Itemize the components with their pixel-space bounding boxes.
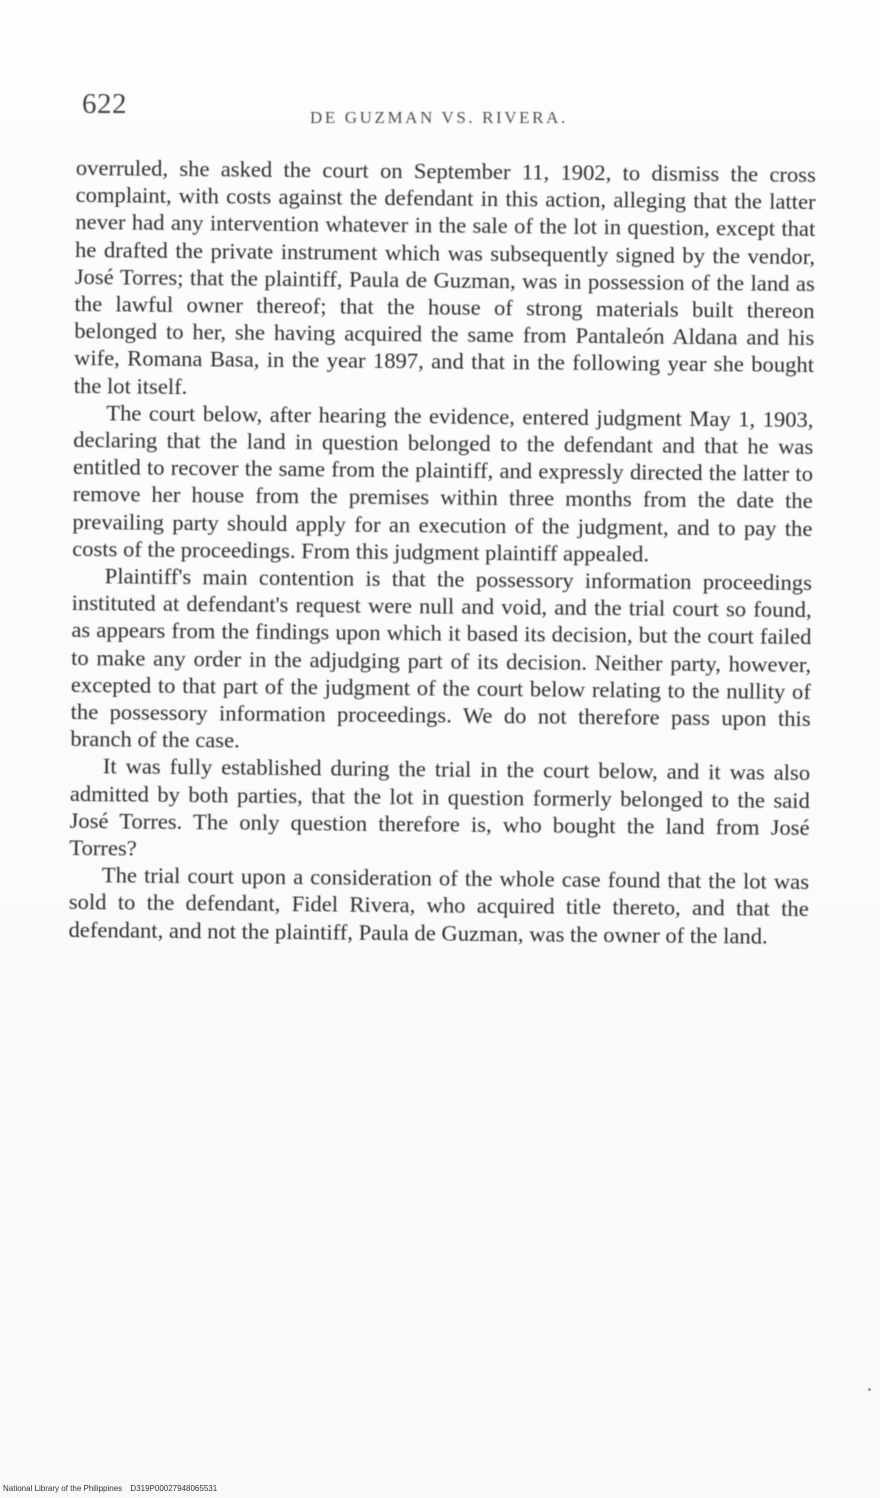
paragraph-1: overruled, she asked the court on September 11, 1902, to dismiss the cross complaint, with costs against the defendant in this action, alleging that the latter never had any intervention whatever in the sale of the lot in question, except that he drafted the private instrument which was subsequently signed by the vendor, José Torres; that the plaintiff, Paula de Guzman, was in possession of the land as the lawful owner thereof; that the house of strong materials built thereon belonged to her, she having acquired the same from Pantaleón Aldana and his wife, Romana Basa, in the year 1897, and that in the following year she bought the lot itself. <box>73 154 816 399</box>
paragraph-2: The court below, after hearing the evidence, entered judgment May 1, 1903, declaring that the land in question belonged to the defendant and that he was entitled to recover the same from the plaintiff, and expressly directed the latter to remove her house from the premises within three months from the date the prevailing party should apply for an execution of the judgment, and to pay the costs of the proceedings. From this judgment plaintiff appealed. <box>72 400 814 567</box>
paragraph-3: Plaintiff's main contention is that the possessory information proceedings instituted at defendant's request were null and void, and the trial court so found, as appears from the findings upon which it based its decision, but the court failed to make any order in the adjudging part of its decision. Neither party, however, excepted to that part of the judgment of the court below relating to the nullity of the possessory information proceedings. We do not therefore pass upon this branch of the case. <box>70 563 813 753</box>
body-text <box>68 154 816 950</box>
scan-identifier: D319P00027948065531 <box>130 1484 218 1493</box>
scan-footer <box>3 1484 217 1493</box>
paragraph-5: The trial court upon a consideration of the whole case found that the lot was sold to the defendant, Fidel Rivera, who acquired title thereto, and that the defendant, and not the plaintiff, Paula de Guzman, was the owner of the land. <box>68 862 810 949</box>
page-number: 622 <box>82 88 127 120</box>
scan-speck <box>868 1388 871 1391</box>
running-head: DE GUZMAN VS. RIVERA. <box>310 108 568 127</box>
paragraph-4: It was fully established during the trial in the court below, and it was also admitted by both parties, that the lot in question formerly belonged to the said José Torres. The only question therefore is, who bought the land from José Torres? <box>69 753 811 861</box>
library-name: National Library of the Philippines <box>3 1484 123 1493</box>
